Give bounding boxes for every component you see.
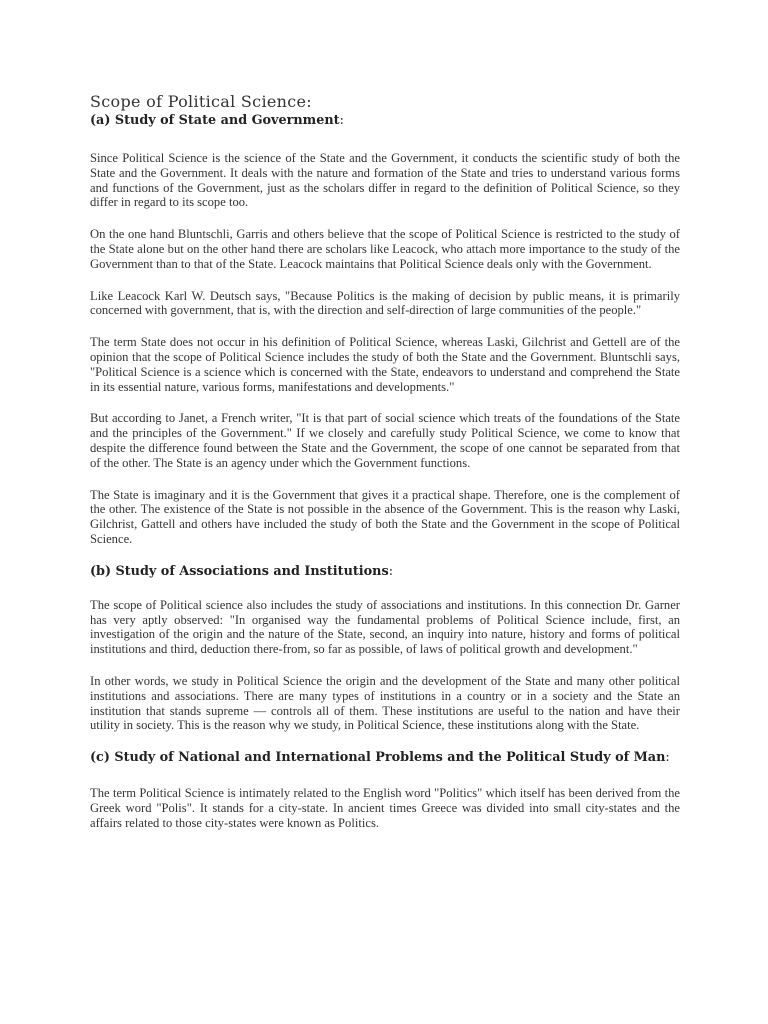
- section-heading-text: (a) Study of State and Government: [90, 113, 340, 128]
- paragraph: But according to Janet, a French writer, "It is that part of social science which treats of the foundations of the State and the principles of the Government." If we closely and carefully study Political Science, we come to know that despite the difference found between the State and the Government, the scope of one cannot be separated from that of the other. The State is an agency under which the Government functions.: [90, 411, 680, 470]
- section-heading-state-government: [90, 113, 680, 128]
- document-page: [90, 92, 680, 831]
- section-heading-text: (c) Study of National and International Problems and the Political Study of Man: [90, 750, 666, 766]
- section-heading-national-international: [90, 750, 680, 765]
- paragraph: The scope of Political science also includes the study of associations and institutions. In this connection Dr. Garner has very aptly observed: "In organised way the fundamental problems of Political Science include, first, an investigation of the origin and the nature of the State, second, an inquiry into nature, history and forms of political institutions and third, deduction there-from, so far as possible, of laws of political growth and development.": [90, 597, 680, 657]
- paragraph: Like Leacock Karl W. Deutsch says, "Because Politics is the making of decision by public means, it is primarily concerned with government, that is, with the direction and self-direction of large communities of the people.": [90, 288, 680, 318]
- document-title: Scope of Political Science:: [90, 92, 312, 111]
- paragraph: The term Political Science is intimately related to the English word "Politics" which itself has been derived from the Greek word "Polis". It stands for a city-state. In ancient times Greece was divided into small city-states and the affairs related to those city-states were known as Politics.: [90, 786, 680, 830]
- paragraph: Since Political Science is the science of the State and the Government, it conducts the scientific study of both the State and the Government. It deals with the nature and formation of the State and tries to understand various forms and functions of the Government, just as the scholars differ in regard to the definition of Political Science, so they differ in regard to its scope too.: [90, 151, 680, 210]
- section-heading-colon: :: [388, 563, 394, 579]
- paragraph: The term State does not occur in his definition of Political Science, whereas Laski, Gilchrist and Gettell are of the opinion that the scope of Political Science includes the study of both the State and the Government. Bluntschli says, "Political Science is a science which is concerned with the State, endeavors to understand and comprehend the State in its essential nature, various forms, manifestations and developments.": [90, 335, 680, 394]
- paragraph: In other words, we study in Political Science the origin and the development of the State and many other political institutions and associations. There are many types of institutions in a country or in a society and the State an institution that stands supreme — controls all of them. These institutions are useful to the nation and have their utility in society. This is the reason why we study, in Political Science, these institutions along with the State.: [90, 673, 680, 733]
- paragraph: The State is imaginary and it is the Government that gives it a practical shape. Therefore, one is the complement of the other. The existence of the State is not possible in the absence of the Government. This is the reason why Laski, Gilchrist, Gattell and others have included the study of both the State and the Government in the scope of Political Science.: [90, 487, 680, 546]
- section-heading-text: (b) Study of Associations and Institutions: [90, 563, 389, 579]
- section-heading-colon: :: [339, 113, 344, 128]
- section-heading-colon: :: [665, 750, 670, 766]
- paragraph: On the one hand Bluntschli, Garris and others believe that the scope of Political Science is restricted to the study of the State alone but on the other hand there are scholars like Leacock, who attach more importance to the study of the Government than to that of the State. Leacock maintains that Political Science deals only with the Government.: [90, 227, 680, 271]
- section-heading-associations-institutions: [90, 564, 680, 579]
